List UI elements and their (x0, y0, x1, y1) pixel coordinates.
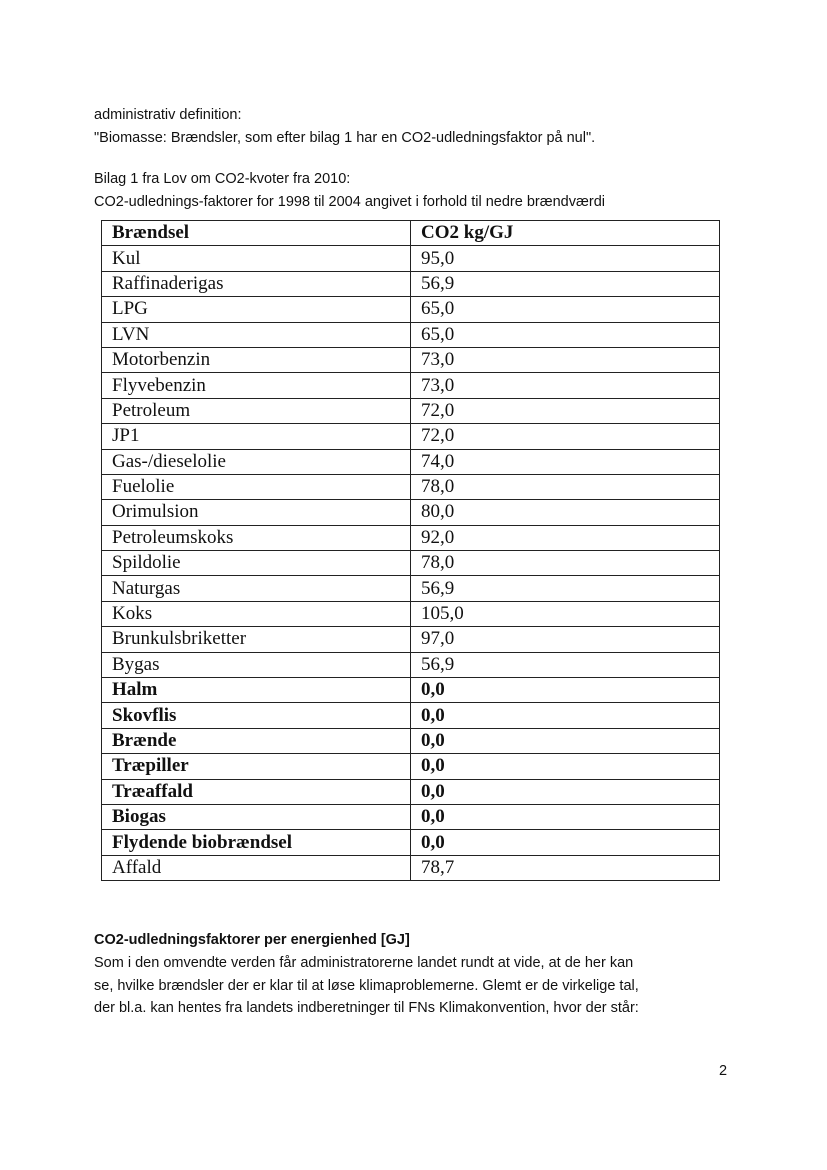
fuel-name-cell: LVN (102, 322, 411, 347)
co2-value-cell: 65,0 (411, 297, 720, 322)
table-row (102, 804, 720, 829)
fuel-name-cell: Kul (102, 246, 411, 271)
co2-value-cell: 56,9 (411, 271, 720, 296)
co2-value-cell: 74,0 (411, 449, 720, 474)
co2-value-cell: 65,0 (411, 322, 720, 347)
table-row (102, 627, 720, 652)
table-row (102, 398, 720, 423)
co2-value-cell: 97,0 (411, 627, 720, 652)
table-row (102, 830, 720, 855)
co2-value-cell: 78,0 (411, 474, 720, 499)
co2-value-cell: 105,0 (411, 601, 720, 626)
co2-value-cell: 80,0 (411, 500, 720, 525)
fuel-name-cell: Halm (102, 678, 411, 703)
fuel-name-cell: Brænde (102, 728, 411, 753)
fuel-name-cell: Træpiller (102, 754, 411, 779)
fuel-name-cell: Skovflis (102, 703, 411, 728)
fuel-name-cell: LPG (102, 297, 411, 322)
table-body (102, 246, 720, 881)
paragraph-line-2: se, hvilke brændsler der er klar til at løse klimaproblemerne. Glemt er de virkelige tal, (94, 978, 639, 994)
co2-value-cell: 73,0 (411, 373, 720, 398)
co2-value-cell: 0,0 (411, 804, 720, 829)
table-header-row (102, 221, 720, 246)
paragraph-line-3: der bl.a. kan hentes fra landets indberetninger til FNs Klimakonvention, hvor der står: (94, 1000, 639, 1016)
biomass-definition-quote: "Biomasse: Brændsler, som efter bilag 1 har en CO2-udledningsfaktor på nul". (94, 130, 596, 146)
fuel-name-cell: Flyvebenzin (102, 373, 411, 398)
table-row (102, 449, 720, 474)
fuel-name-cell: Træaffald (102, 779, 411, 804)
fuel-name-cell: Petroleum (102, 398, 411, 423)
table-row (102, 576, 720, 601)
fuel-name-cell: JP1 (102, 424, 411, 449)
table-row (102, 373, 720, 398)
co2-value-cell: 0,0 (411, 779, 720, 804)
co2-value-cell: 92,0 (411, 525, 720, 550)
co2-value-cell: 95,0 (411, 246, 720, 271)
co2-value-cell: 0,0 (411, 703, 720, 728)
fuel-name-cell: Fuelolie (102, 474, 411, 499)
fuel-name-cell: Biogas (102, 804, 411, 829)
co2-value-cell: 56,9 (411, 652, 720, 677)
page-number: 2 (719, 1063, 728, 1079)
table-row (102, 855, 720, 880)
column-header-fuel: Brændsel (102, 221, 411, 246)
fuel-name-cell: Brunkulsbriketter (102, 627, 411, 652)
co2-value-cell: 0,0 (411, 754, 720, 779)
co2-value-cell: 0,0 (411, 728, 720, 753)
table-row (102, 678, 720, 703)
section-heading: CO2-udledningsfaktorer per energienhed [GJ] (94, 932, 410, 948)
table-row (102, 246, 720, 271)
fuel-name-cell: Orimulsion (102, 500, 411, 525)
table-row (102, 601, 720, 626)
co2-value-cell: 72,0 (411, 398, 720, 423)
co2-value-cell: 73,0 (411, 347, 720, 372)
fuel-name-cell: Naturgas (102, 576, 411, 601)
fuel-name-cell: Bygas (102, 652, 411, 677)
co2-value-cell: 78,7 (411, 855, 720, 880)
fuel-name-cell: Petroleumskoks (102, 525, 411, 550)
co2-value-cell: 56,9 (411, 576, 720, 601)
fuel-name-cell: Motorbenzin (102, 347, 411, 372)
fuel-name-cell: Raffinaderigas (102, 271, 411, 296)
column-header-co2: CO2 kg/GJ (411, 221, 720, 246)
paragraph-line-1: Som i den omvendte verden får administratorerne landet rundt at vide, at de her kan (94, 955, 634, 971)
table-row (102, 779, 720, 804)
table-row (102, 525, 720, 550)
bilag-title: Bilag 1 fra Lov om CO2-kvoter fra 2010: (94, 171, 351, 187)
fuel-name-cell: Gas-/dieselolie (102, 449, 411, 474)
co2-value-cell: 78,0 (411, 551, 720, 576)
table-row (102, 652, 720, 677)
table-row (102, 322, 720, 347)
co2-value-cell: 0,0 (411, 830, 720, 855)
bilag-subtitle: CO2-udlednings-faktorer for 1998 til 2004 angivet i forhold til nedre brændværdi (94, 194, 606, 210)
table-row (102, 551, 720, 576)
table-row (102, 703, 720, 728)
fuel-name-cell: Affald (102, 855, 411, 880)
co2-factor-table (101, 220, 720, 881)
table-row (102, 754, 720, 779)
co2-value-cell: 0,0 (411, 678, 720, 703)
table-row (102, 297, 720, 322)
co2-value-cell: 72,0 (411, 424, 720, 449)
fuel-name-cell: Spildolie (102, 551, 411, 576)
table-row (102, 474, 720, 499)
table-row (102, 500, 720, 525)
table-row (102, 271, 720, 296)
fuel-name-cell: Koks (102, 601, 411, 626)
fuel-name-cell: Flydende biobrændsel (102, 830, 411, 855)
intro-line-1: administrativ definition: (94, 107, 242, 123)
table-row (102, 728, 720, 753)
table-row (102, 347, 720, 372)
table-row (102, 424, 720, 449)
